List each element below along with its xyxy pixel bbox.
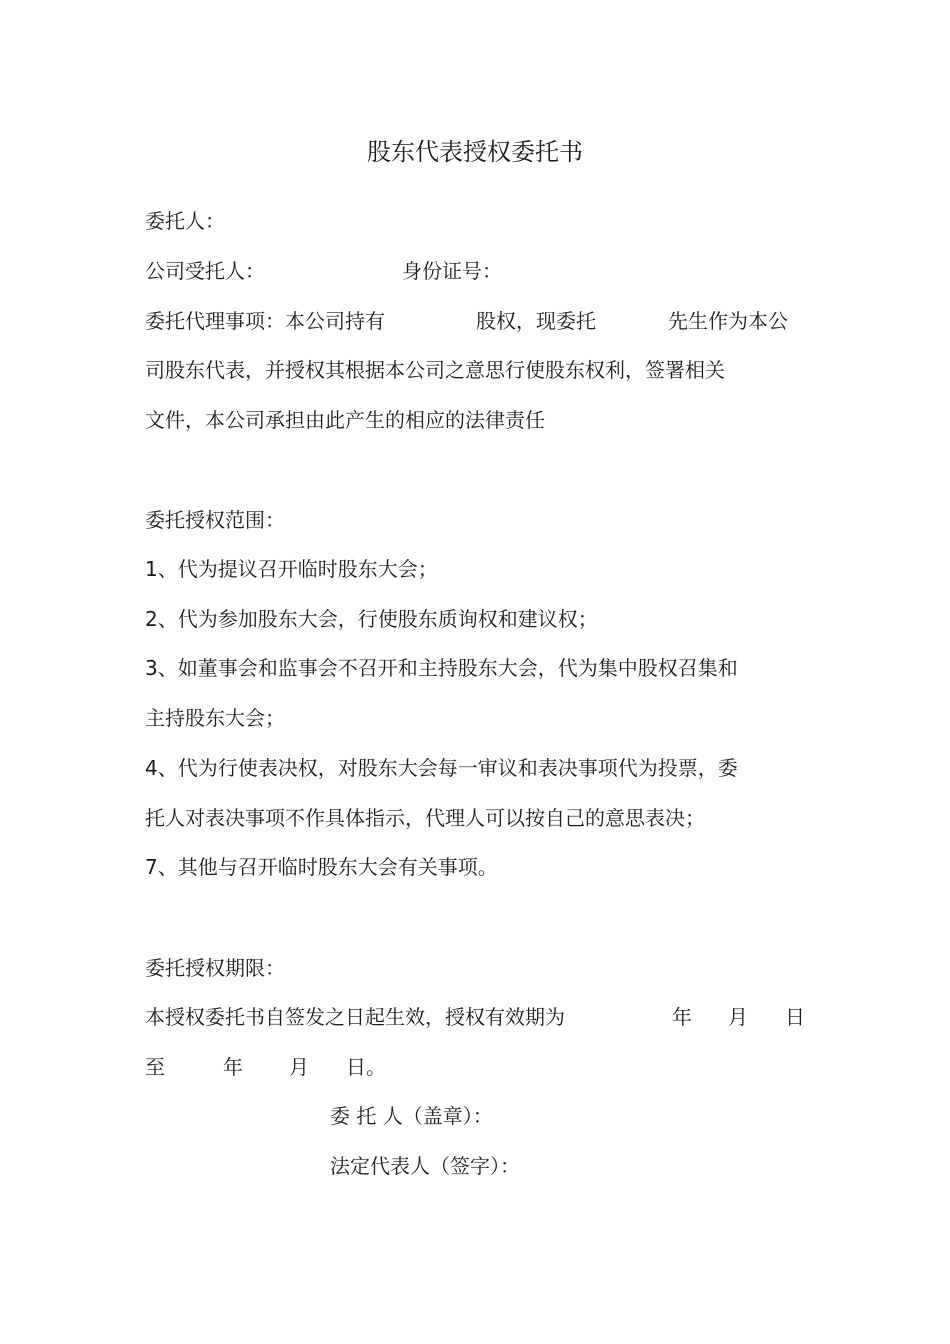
scope-item-4-line2: 托人对表决事项不作具体指示，代理人可以按自己的意思表决； [145, 806, 705, 830]
matters-line1-a: 委托代理事项：本公司持有 [145, 309, 385, 333]
term-heading: 委托授权期限： [145, 956, 285, 980]
matters-line3: 文件，本公司承担由此产生的相应的法律责任 [145, 408, 545, 432]
matters-line1-b: 股权，现委托 [476, 309, 596, 333]
id-number-label: 身份证号： [402, 259, 502, 283]
scope-item-3-line1: 3、如董事会和监事会不召开和主持股东大会，代为集中股权召集和 [145, 656, 738, 680]
matters-line2: 司股东代表，并授权其根据本公司之意思行使股东权利，签署相关 [145, 358, 725, 382]
term-month1: 月 [728, 1005, 748, 1029]
scope-item-2: 2、代为参加股东大会，行使股东质询权和建议权； [145, 607, 598, 631]
legal-representative-signature-label: 法定代表人（签字）： [330, 1154, 520, 1178]
company-agent-label: 公司受托人： [145, 259, 265, 283]
scope-heading: 委托授权范围： [145, 508, 285, 532]
term-line1: 本授权委托书自签发之日起生效，授权有效期为 [145, 1005, 565, 1029]
principal-label: 委托人： [145, 209, 225, 233]
term-day2: 日。 [346, 1055, 386, 1079]
term-month2: 月 [289, 1055, 309, 1079]
scope-item-3-line2: 主持股东大会； [145, 706, 285, 730]
matters-line1-c: 先生作为本公 [668, 309, 788, 333]
scope-item-7: 7、其他与召开临时股东大会有关事项。 [145, 855, 498, 879]
scope-item-1: 1、代为提议召开临时股东大会； [145, 557, 438, 581]
scope-item-4-line1: 4、代为行使表决权，对股东大会每一审议和表决事项代为投票，委 [145, 756, 738, 780]
term-day1: 日 [785, 1005, 805, 1029]
document-title: 股东代表授权委托书 [367, 138, 583, 166]
term-to: 至 [145, 1055, 165, 1079]
principal-seal-label: 委 托 人（盖章）： [330, 1104, 493, 1128]
term-year1: 年 [672, 1005, 692, 1029]
term-year2: 年 [223, 1055, 243, 1079]
